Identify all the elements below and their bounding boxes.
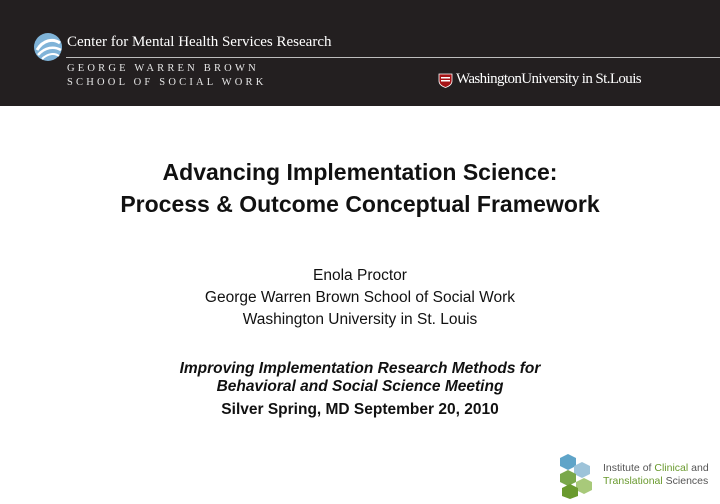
slide-title: [0, 156, 720, 220]
icts-line2: Translational Sciences: [603, 475, 709, 487]
center-name: Center for Mental Health Services Research: [67, 34, 332, 50]
title-line2: Process & Outcome Conceptual Framework: [120, 191, 600, 217]
meeting-block: [0, 360, 720, 419]
wu-shield-icon: [438, 73, 453, 88]
author-school: George Warren Brown School of Social Work: [204, 289, 516, 306]
hexagon-cluster-icon: [556, 452, 600, 500]
author-block: [0, 265, 720, 331]
meeting-location-date: Silver Spring, MD September 20, 2010: [221, 401, 499, 418]
globe-swirl-icon: [33, 32, 63, 62]
header-banner: [0, 0, 720, 106]
icts-line1: Institute of Clinical and: [603, 462, 709, 474]
school-name-line1: GEORGE WARREN BROWN: [67, 63, 259, 74]
title-line1: Advancing Implementation Science:: [162, 159, 558, 185]
header-divider: [66, 57, 720, 58]
meeting-name-line1: Improving Implementation Research Methods for: [179, 360, 541, 377]
author-university: Washington University in St. Louis: [242, 311, 478, 328]
meeting-name-line2: Behavioral and Social Science Meeting: [216, 378, 504, 395]
author-name: Enola Proctor: [313, 267, 407, 284]
school-name-line2: SCHOOL OF SOCIAL WORK: [67, 77, 267, 88]
university-wordmark: WashingtonUniversity in St.Louis: [456, 71, 642, 87]
icts-wordmark: [603, 462, 709, 488]
